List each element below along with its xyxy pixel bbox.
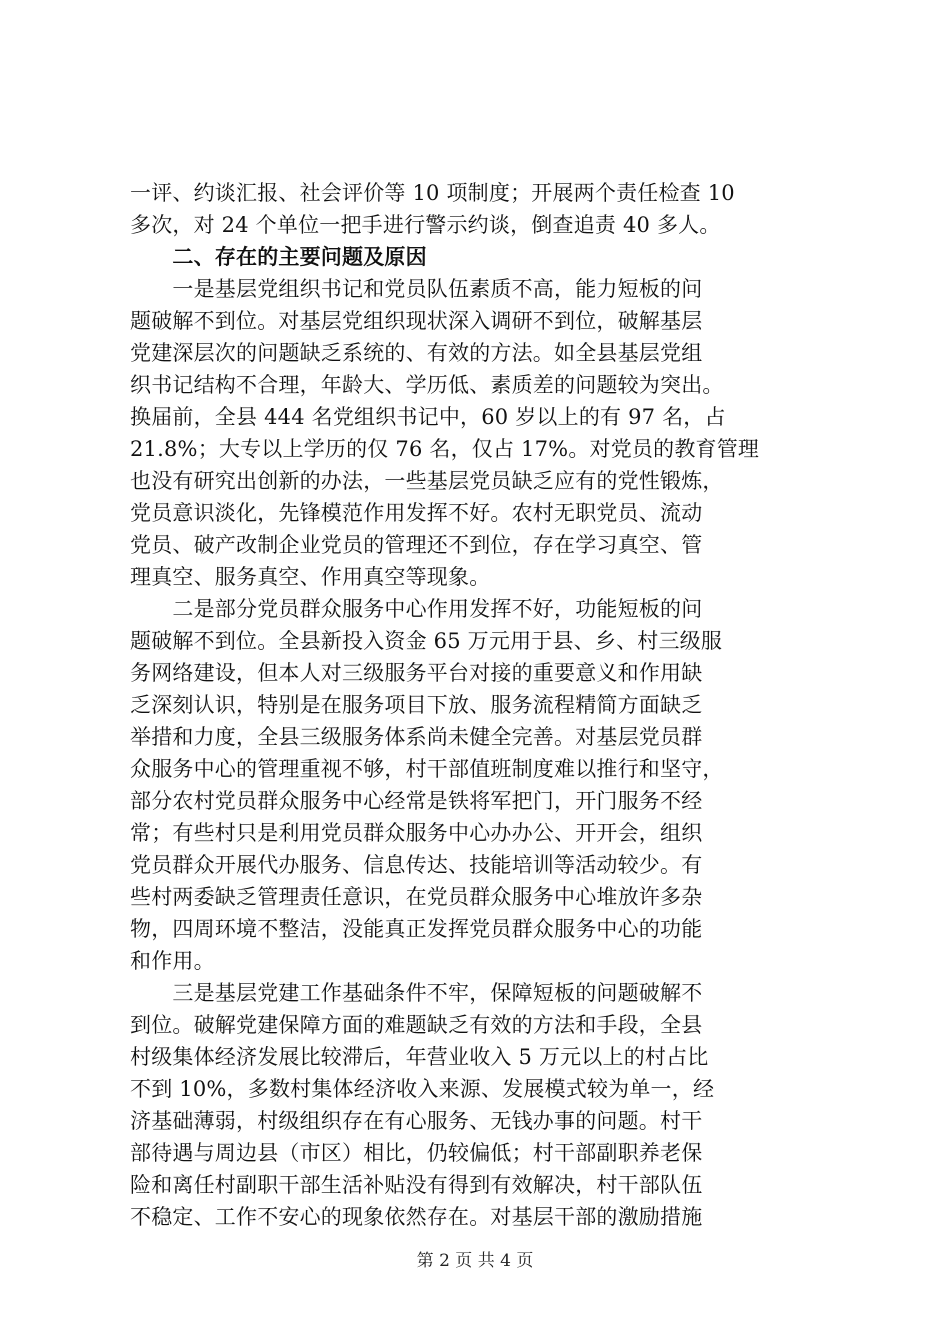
text-line: 些村两委缺乏管理责任意识，在党员群众服务中心堆放许多杂 [130, 885, 703, 909]
text-line: 党员意识淡化，先锋模范作用发挥不好。农村无职党员、流动 [130, 501, 703, 525]
section-heading: 二、存在的主要问题及原因 [130, 245, 427, 269]
text-line: 险和离任村副职干部生活补贴没有得到有效解决，村干部队伍 [130, 1173, 703, 1197]
page-number: 第 2 页 共 4 页 [416, 1251, 534, 1271]
text-line: 和作用。 [130, 949, 215, 973]
text-line: 众服务中心的管理重视不够，村干部值班制度难以推行和坚守， [130, 757, 724, 781]
text-line: 多次，对 24 个单位一把手进行警示约谈，倒查追责 40 多人。 [130, 213, 721, 237]
text-line: 党员、破产改制企业党员的管理还不到位，存在学习真空、管 [130, 533, 703, 557]
text-line: 物，四周环境不整洁，没能真正发挥党员群众服务中心的功能 [130, 917, 703, 941]
text-line: 常；有些村只是利用党员群众服务中心办办公、开开会，组织 [130, 821, 703, 845]
text-line: 济基础薄弱，村级组织存在有心服务、无钱办事的问题。村干 [130, 1109, 703, 1133]
text-line: 不到 10%，多数村集体经济收入来源、发展模式较为单一，经 [130, 1077, 715, 1101]
text-line: 部分农村党员群众服务中心经常是铁将军把门，开门服务不经 [130, 789, 703, 813]
text-line: 理真空、服务真空、作用真空等现象。 [130, 565, 491, 589]
text-line: 党员群众开展代办服务、信息传达、技能培训等活动较少。有 [130, 853, 703, 877]
text-line: 一评、约谈汇报、社会评价等 10 项制度；开展两个责任检查 10 [130, 181, 735, 205]
text-line: 一是基层党组织书记和党员队伍素质不高，能力短板的问 [130, 277, 703, 301]
text-line: 部待遇与周边县（市区）相比，仍较偏低；村干部副职养老保 [130, 1141, 703, 1165]
text-line: 也没有研究出创新的办法，一些基层党员缺乏应有的党性锻炼， [130, 469, 724, 493]
text-line: 织书记结构不合理，年龄大、学历低、素质差的问题较为突出。 [130, 373, 724, 397]
text-line: 三是基层党建工作基础条件不牢，保障短板的问题破解不 [130, 981, 703, 1005]
text-line: 村级集体经济发展比较滞后，年营业收入 5 万元以上的村占比 [130, 1045, 709, 1069]
text-line: 党建深层次的问题缺乏系统的、有效的方法。如全县基层党组 [130, 341, 703, 365]
page-footer [0, 1250, 950, 1272]
text-line: 21.8%；大专以上学历的仅 76 名，仅占 17%。对党员的教育管理 [130, 437, 760, 461]
document-body [130, 177, 830, 1233]
text-line: 题破解不到位。全县新投入资金 65 万元用于县、乡、村三级服 [130, 629, 723, 653]
text-line: 不稳定、工作不安心的现象依然存在。对基层干部的激励措施 [130, 1205, 703, 1229]
text-line: 换届前，全县 444 名党组织书记中，60 岁以上的有 97 名，占 [130, 405, 726, 429]
text-line: 到位。破解党建保障方面的难题缺乏有效的方法和手段，全县 [130, 1013, 703, 1037]
text-line: 题破解不到位。对基层党组织现状深入调研不到位，破解基层 [130, 309, 703, 333]
text-line: 二是部分党员群众服务中心作用发挥不好，功能短板的问 [130, 597, 703, 621]
text-line: 举措和力度，全县三级服务体系尚未健全完善。对基层党员群 [130, 725, 703, 749]
text-line: 乏深刻认识，特别是在服务项目下放、服务流程精简方面缺乏 [130, 693, 703, 717]
text-line: 务网络建设，但本人对三级服务平台对接的重要意义和作用缺 [130, 661, 703, 685]
